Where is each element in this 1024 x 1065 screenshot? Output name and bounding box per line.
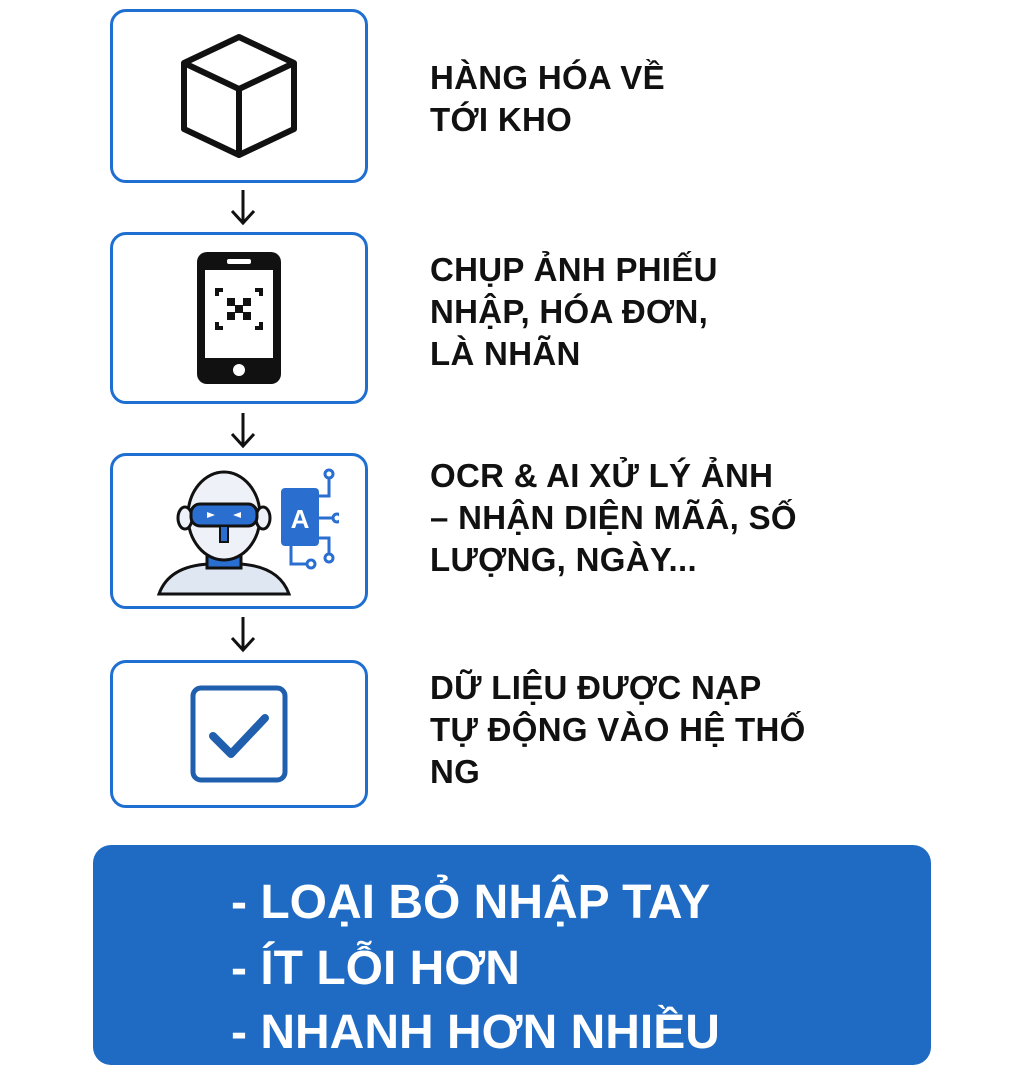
step-box-arrival (110, 9, 368, 183)
step-text-arrival: HÀNG HÓA VỀ TỚI KHO (430, 59, 665, 138)
step-text-ocr-ai: OCR & AI XỬ LÝ ẢNH – NHẬN DIỆN MÃÂ, SỐ LƯỢNG, NGÀY... (430, 457, 797, 578)
flow-arrow (228, 187, 258, 227)
benefit-line: - ÍT LỖI HƠN (231, 942, 520, 995)
checkbox-icon (189, 684, 289, 784)
phone-scan-icon (189, 248, 289, 388)
step-box-data-loaded (110, 660, 368, 808)
svg-text:A: A (290, 504, 310, 534)
flow-arrow (228, 410, 258, 450)
step-text-data-loaded: DỮ LIỆU ĐƯỢC NẠP TỰ ĐỘNG VÀO HỆ THỐ NG (430, 669, 806, 790)
box-icon (174, 29, 304, 164)
step-box-capture (110, 232, 368, 404)
step-box-ocr-ai (110, 453, 368, 609)
benefit-line: - NHANH HƠN NHIỀU (231, 1006, 720, 1059)
ai-robot-icon (139, 466, 339, 596)
benefits-panel (93, 845, 931, 1065)
flow-arrow (228, 614, 258, 654)
benefit-line: - LOẠI BỎ NHẬP TAY (231, 876, 711, 929)
step-text-capture: CHỤP ẢNH PHIẾU NHẬP, HÓA ĐƠN, LÀ NHÃN (430, 251, 718, 372)
